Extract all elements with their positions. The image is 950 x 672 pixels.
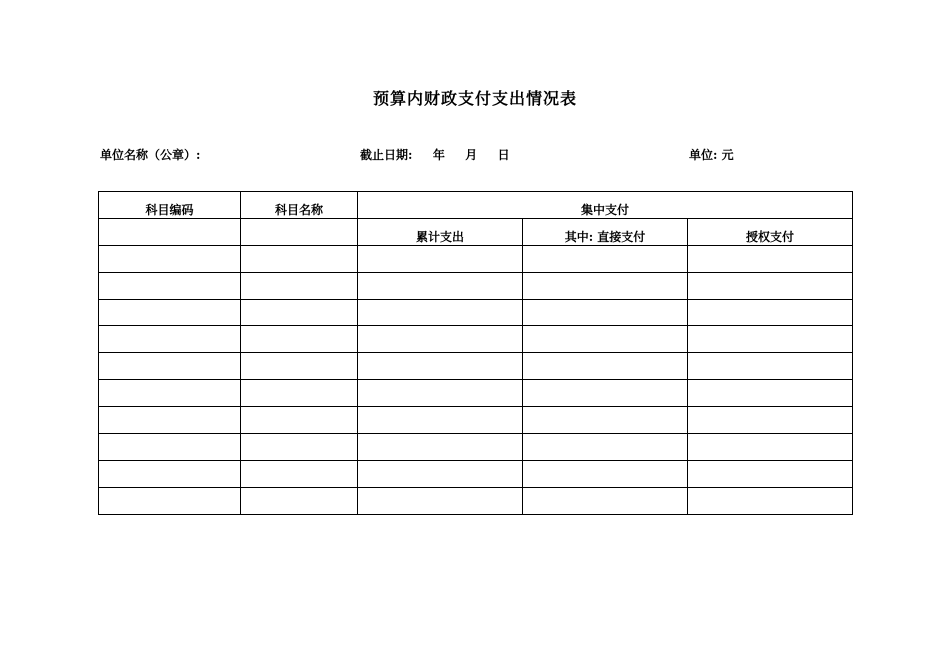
- table-cell: [241, 299, 358, 326]
- table-cell: [241, 353, 358, 380]
- table-row: [99, 407, 853, 434]
- cutoff-month-label: 月: [465, 148, 478, 162]
- table-cell: [688, 272, 853, 299]
- table-row: [99, 487, 853, 514]
- table-row: [99, 460, 853, 487]
- table-cell: [99, 218, 241, 245]
- table-cell: [358, 272, 523, 299]
- cutoff-year-label: 年: [432, 148, 445, 162]
- table-cell: [241, 218, 358, 245]
- currency-value: 元: [721, 148, 734, 162]
- table-cell: [241, 380, 358, 407]
- table-row: [99, 380, 853, 407]
- table-cell: [688, 407, 853, 434]
- table-cell: [358, 380, 523, 407]
- header-subject-name: 科目名称: [241, 192, 358, 219]
- table-cell: [523, 245, 688, 272]
- table-cell: [241, 407, 358, 434]
- table-cell: [523, 299, 688, 326]
- currency-label: 单位:: [689, 148, 718, 162]
- cutoff-date: [360, 146, 510, 163]
- table-cell: [358, 245, 523, 272]
- table-cell: [523, 326, 688, 353]
- currency-unit: [689, 146, 734, 163]
- cutoff-day-label: 日: [497, 148, 510, 162]
- table-header-row-2: [99, 218, 853, 245]
- table-row: [99, 245, 853, 272]
- expense-table: [98, 191, 853, 515]
- table-cell: [241, 434, 358, 461]
- table-cell: [358, 299, 523, 326]
- table-header-row-1: [99, 192, 853, 219]
- table-cell: [688, 326, 853, 353]
- table-cell: [358, 434, 523, 461]
- unit-name-label: 单位名称（公章）:: [100, 148, 201, 162]
- table-cell: [688, 434, 853, 461]
- table-cell: [99, 460, 241, 487]
- table-cell: [688, 245, 853, 272]
- table-cell: [99, 245, 241, 272]
- table-cell: [241, 326, 358, 353]
- table-cell: [99, 272, 241, 299]
- table-cell: [241, 245, 358, 272]
- table-cell: [358, 460, 523, 487]
- table-cell: [688, 460, 853, 487]
- table-cell: [523, 353, 688, 380]
- table-cell: [688, 299, 853, 326]
- table-cell: [241, 272, 358, 299]
- cutoff-date-label: 截止日期:: [360, 148, 413, 162]
- table-cell: [358, 487, 523, 514]
- table-row: [99, 272, 853, 299]
- table-row: [99, 353, 853, 380]
- header-authorized-payment: 授权支付: [688, 218, 853, 245]
- table-cell: [99, 434, 241, 461]
- table-cell: [688, 380, 853, 407]
- table-cell: [358, 353, 523, 380]
- header-subject-code: 科目编码: [99, 192, 241, 219]
- header-direct-payment: 其中: 直接支付: [523, 218, 688, 245]
- page-title: 预算内财政支付支出情况表: [372, 89, 577, 108]
- table-cell: [241, 487, 358, 514]
- table-cell: [523, 380, 688, 407]
- table-cell: [688, 353, 853, 380]
- table-cell: [523, 407, 688, 434]
- table-cell: [523, 272, 688, 299]
- table-cell: [99, 326, 241, 353]
- table-row: [99, 434, 853, 461]
- table-cell: [99, 380, 241, 407]
- table-row: [99, 326, 853, 353]
- table-cell: [99, 299, 241, 326]
- table-cell: [358, 326, 523, 353]
- header-cumulative-expense: 累计支出: [358, 218, 523, 245]
- table-cell: [523, 434, 688, 461]
- table-cell: [241, 460, 358, 487]
- table-cell: [99, 487, 241, 514]
- table-cell: [688, 487, 853, 514]
- table-cell: [358, 407, 523, 434]
- table-row: [99, 299, 853, 326]
- table-cell: [99, 353, 241, 380]
- table-cell: [523, 460, 688, 487]
- header-centralized-payment: 集中支付: [358, 192, 853, 219]
- table-cell: [523, 487, 688, 514]
- table-cell: [99, 407, 241, 434]
